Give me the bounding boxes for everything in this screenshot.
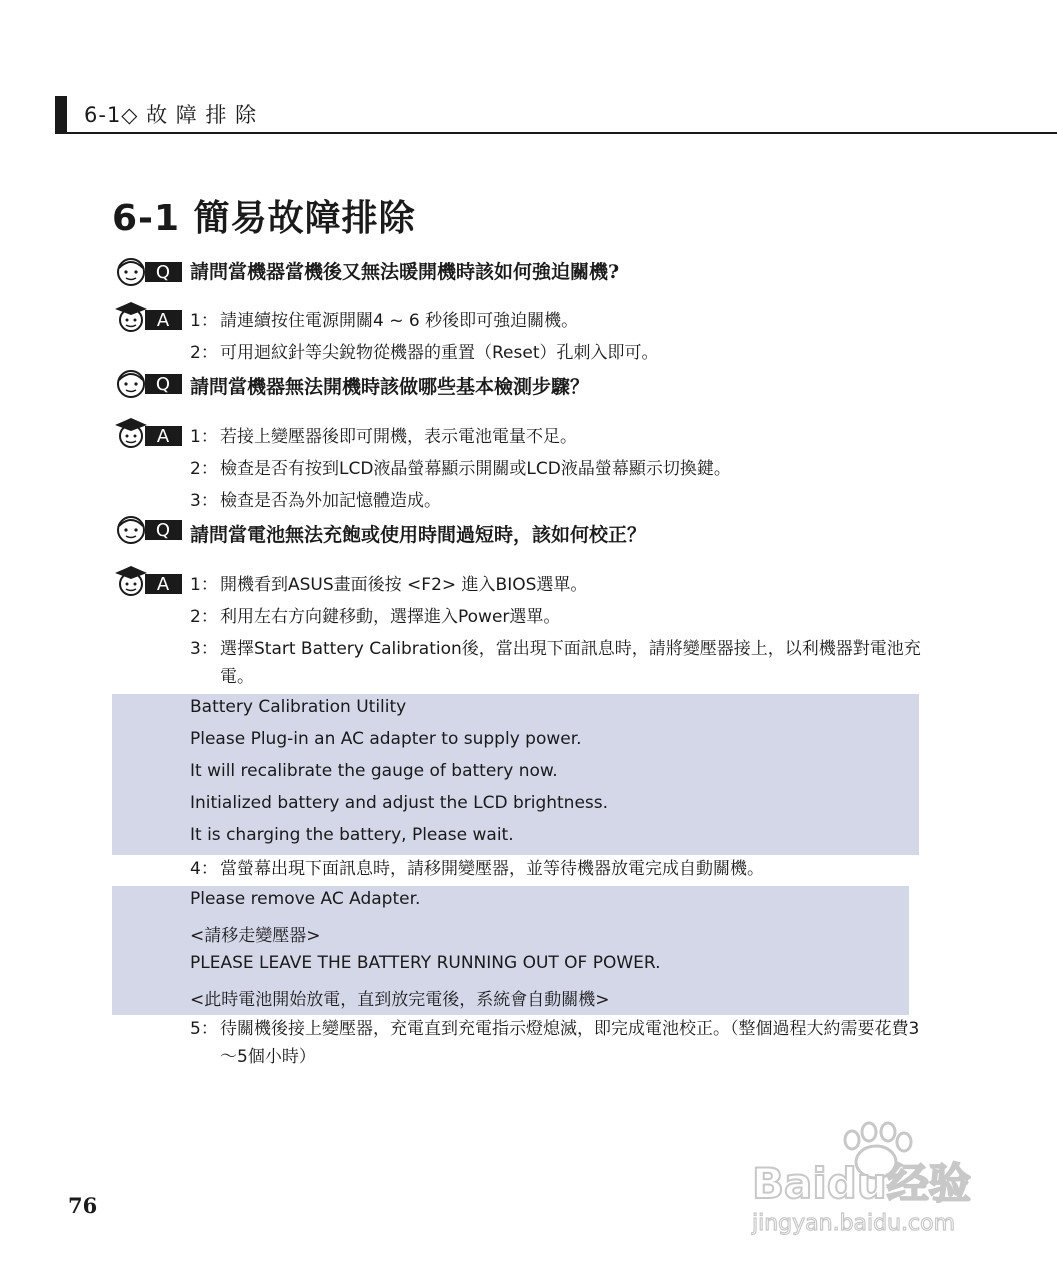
message-line: Please Plug-in an AC adapter to supply power. — [190, 729, 582, 749]
a-badge — [113, 418, 183, 448]
answer-1-1: 1： 請連續按住電源開關4 ~ 6 秒後即可強迫關機。 — [190, 311, 579, 331]
question-2: 請問當機器無法開機時該做哪些基本檢測步驟？ — [190, 376, 590, 398]
message-line: <此時電池開始放電，直到放完電後，系統會自動關機> — [190, 990, 610, 1010]
svg-text:Q: Q — [155, 520, 171, 541]
answer-3-5: 5： 待關機後接上變壓器，充電直到充電指示燈熄滅，即完成電池校正。（整個過程大約需要花費3～5個小時） — [190, 1019, 920, 1067]
girl-avatar-icon — [113, 514, 183, 544]
answer-3-4: 4： 當螢幕出現下面訊息時，請移開變壓器，並等待機器放電完成自動關機。 — [190, 859, 764, 879]
answer-3-1: 1： 開機看到ASUS畫面後按 <F2> 進入BIOS選單。 — [190, 575, 588, 595]
answer-3-2: 2： 利用左右方向鍵移動，選擇進入Power選單。 — [190, 607, 561, 627]
baidu-watermark — [748, 1120, 1008, 1240]
message-line: PLEASE LEAVE THE BATTERY RUNNING OUT OF POWER. — [190, 953, 661, 973]
message-line: It will recalibrate the gauge of battery now. — [190, 761, 558, 781]
svg-text:Q: Q — [155, 374, 171, 395]
girl-avatar-icon — [113, 256, 183, 286]
question-3: 請問當電池無法充飽或使用時間過短時，該如何校正？ — [190, 524, 647, 546]
graduate-avatar-icon — [113, 418, 183, 448]
header-rule — [55, 132, 1057, 134]
message-line: <請移走變壓器> — [190, 926, 321, 946]
watermark-brand: Baidu经验 — [752, 1159, 971, 1208]
answer-3-3: 3： 選擇Start Battery Calibration後，當出現下面訊息時，請將變壓器接上，以利機器對電池充電。 — [190, 639, 921, 687]
message-line: It is charging the battery, Please wait. — [190, 825, 514, 845]
q-badge — [113, 514, 183, 544]
page-number: 76 — [68, 1193, 98, 1218]
message-line: Please remove AC Adapter. — [190, 889, 421, 909]
answer-2-2: 2： 檢查是否有按到LCD液晶螢幕顯示開關或LCD液晶螢幕顯示切換鍵。 — [190, 459, 731, 479]
answer-1-2: 2： 可用迴紋針等尖銳物從機器的重置（Reset）孔刺入即可。 — [190, 343, 659, 363]
girl-avatar-icon — [113, 368, 183, 398]
graduate-avatar-icon — [113, 566, 183, 596]
a-badge — [113, 302, 183, 332]
svg-text:Q: Q — [155, 262, 171, 283]
page-title: 6-1 簡易故障排除 — [112, 198, 416, 239]
answer-2-3: 3： 檢查是否為外加記憶體造成。 — [190, 491, 441, 511]
watermark-url: jingyan.baidu.com — [752, 1211, 956, 1236]
svg-text:A: A — [156, 574, 170, 595]
svg-text:A: A — [156, 310, 170, 331]
message-line: Initialized battery and adjust the LCD brightness. — [190, 793, 609, 813]
question-1: 請問當機器當機後又無法暖開機時該如何強迫關機? — [190, 261, 620, 283]
header-bar — [55, 96, 67, 134]
a-badge — [113, 566, 183, 596]
svg-text:A: A — [156, 426, 170, 447]
answer-2-1: 1： 若接上變壓器後即可開機，表示電池電量不足。 — [190, 427, 577, 447]
message-line: Battery Calibration Utility — [190, 697, 407, 717]
section-header: 6-1◇ 故 障 排 除 — [84, 103, 258, 127]
q-badge — [113, 256, 183, 286]
q-badge — [113, 368, 183, 398]
graduate-avatar-icon — [113, 302, 183, 332]
